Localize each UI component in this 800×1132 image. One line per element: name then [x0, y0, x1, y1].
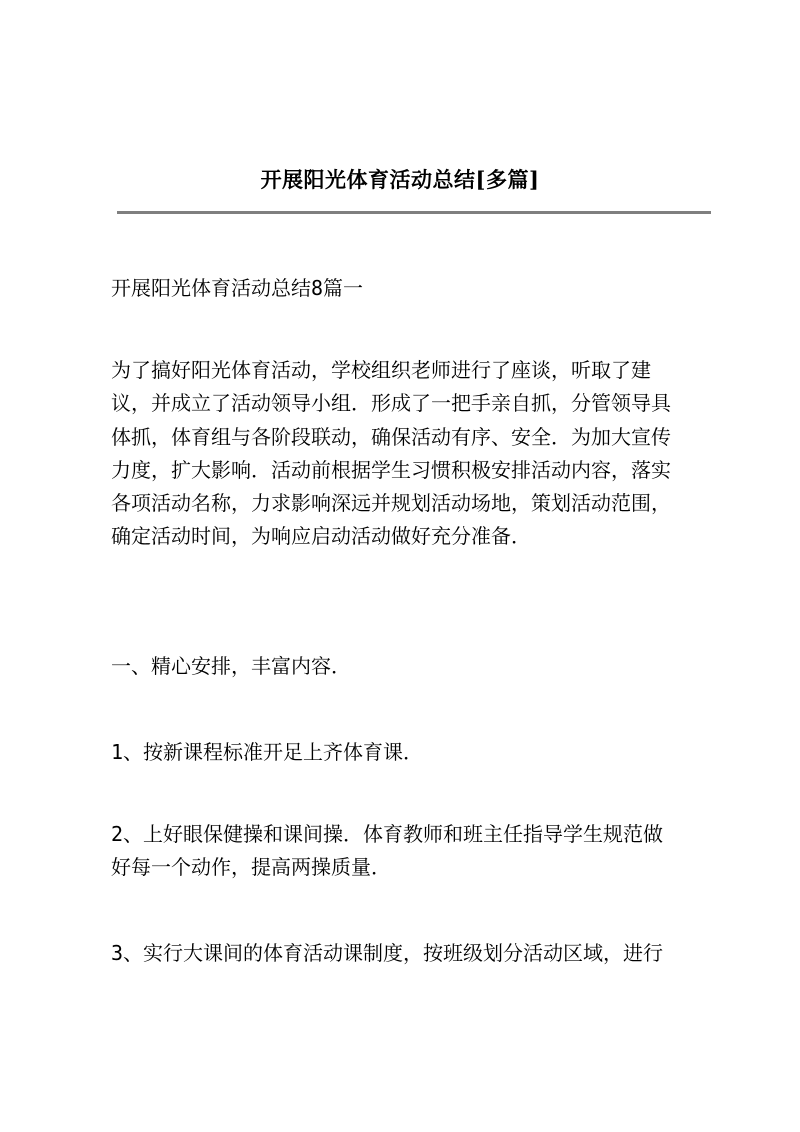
paragraph-line: 体抓，体育组与各阶段联动，确保活动有序、安全．为加大宣传	[111, 424, 671, 449]
title-underline	[117, 211, 711, 214]
section-heading	[111, 272, 711, 305]
point-heading-text: 一、精心安排，丰富内容．	[111, 654, 351, 678]
list-item-text: 1、按新课程标准开足上齐体育课．	[111, 740, 424, 764]
paragraph-line: 议，并成立了活动领导小组．形成了一把手亲自抓，分管领导具	[111, 391, 671, 416]
list-item-text: 2、上好眼保健操和课间操．体育教师和班主任指导学生规范做	[111, 822, 664, 846]
document-title: 开展阳光体育活动总结[多篇]	[260, 167, 540, 192]
point-heading	[111, 650, 711, 683]
section-heading-text: 开展阳光体育活动总结8篇一	[111, 276, 364, 300]
paragraph-intro	[111, 354, 711, 554]
paragraph-line: 各项活动名称，力求影响深远并规划活动场地，策划活动范围，	[111, 491, 671, 516]
list-item-text: 好每一个动作，提高两操质量．	[111, 855, 391, 880]
list-item-1	[111, 736, 711, 769]
list-item-2	[111, 818, 711, 885]
paragraph-line: 为了搞好阳光体育活动，学校组织老师进行了座谈，听取了建	[111, 358, 651, 382]
paragraph-line: 确定活动时间，为响应启动活动做好充分准备．	[111, 524, 531, 549]
list-item-3	[111, 937, 711, 970]
paragraph-line: 力度，扩大影响．活动前根据学生习惯积极安排活动内容，落实	[111, 457, 671, 482]
list-item-text: 3、实行大课间的体育活动课制度，按班级划分活动区域，进行	[111, 941, 664, 965]
